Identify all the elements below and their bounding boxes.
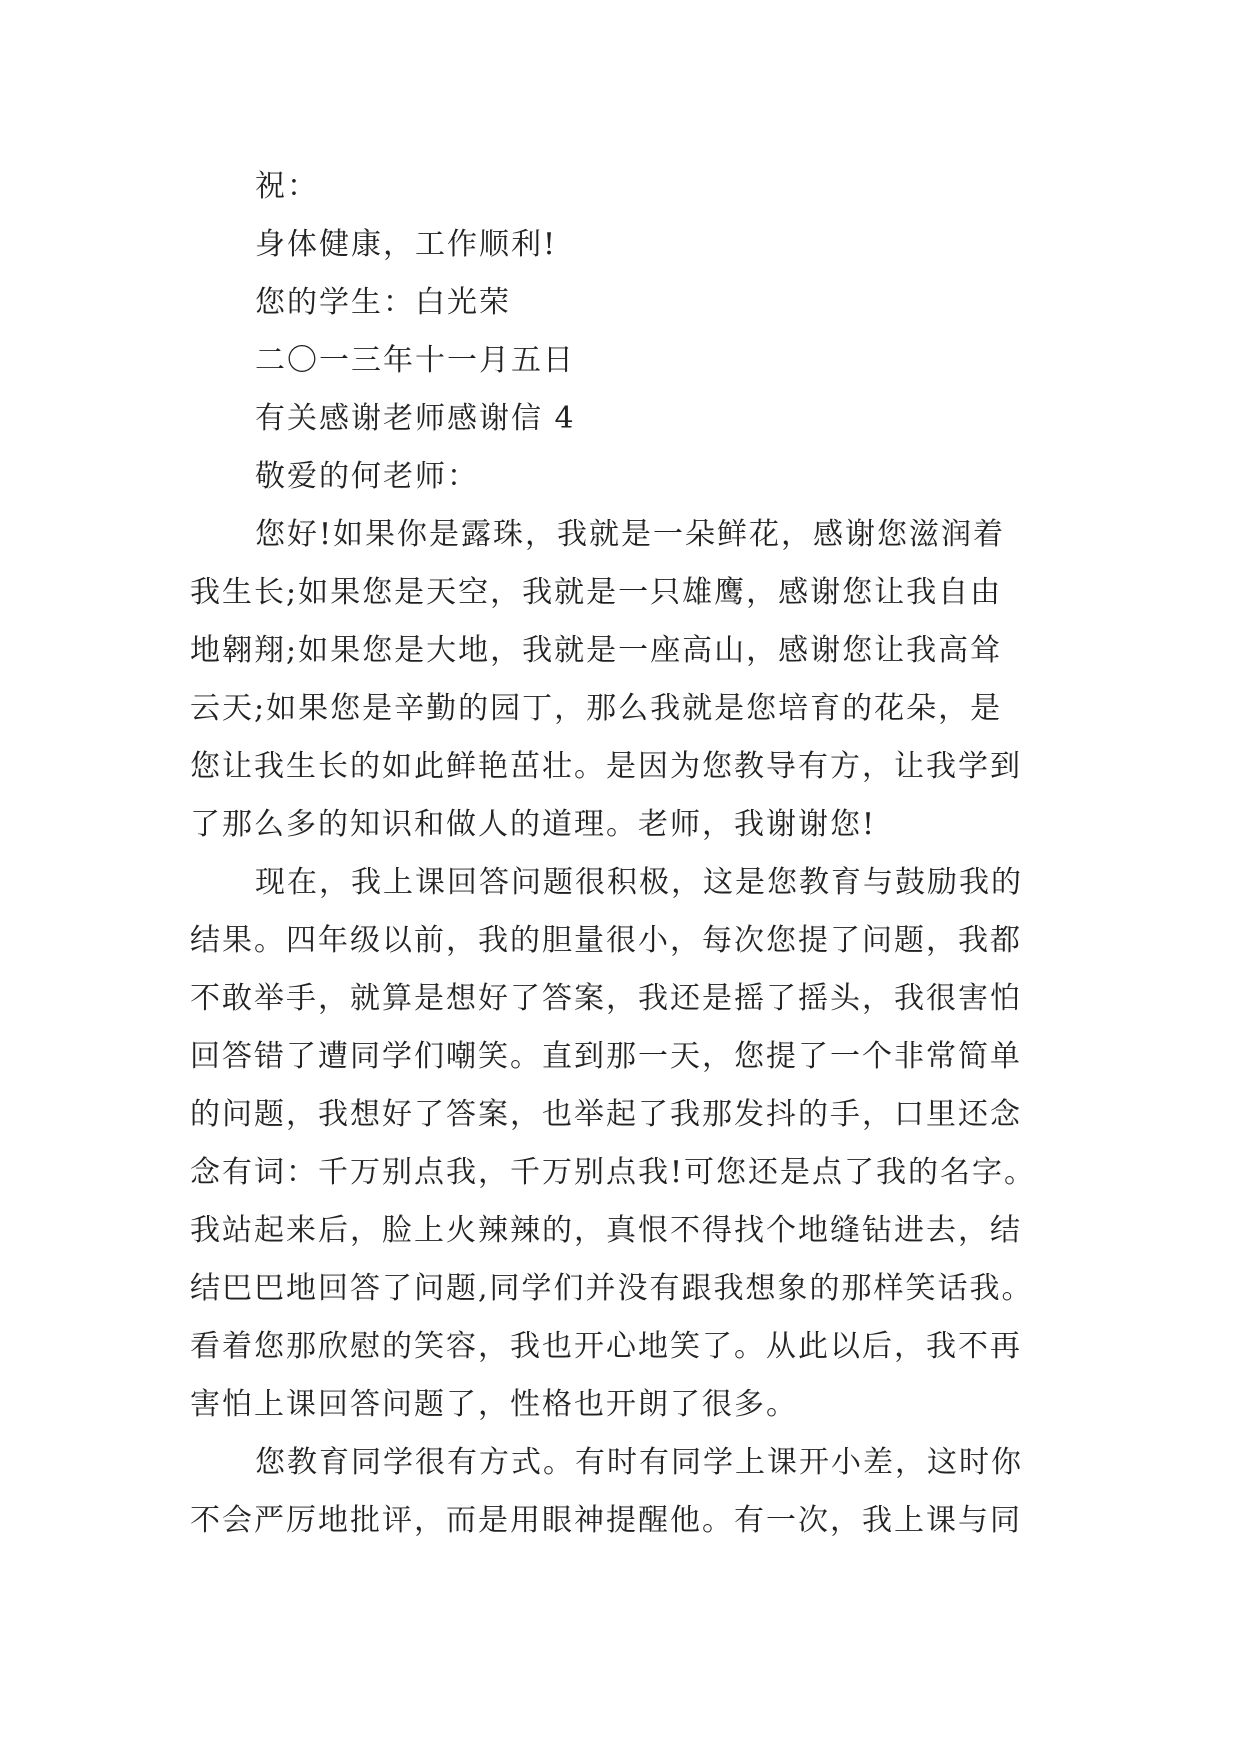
paragraph-line: 我生长;如果您是天空，我就是一只雄鹰，感谢您让我自由 <box>190 575 1003 610</box>
paragraph-line: 念有词：千万别点我，千万别点我!可您还是点了我的名字。 <box>190 1155 1037 1190</box>
paragraph-line: 看着您那欣慰的笑容，我也开心地笑了。从此以后，我不再 <box>190 1329 1022 1364</box>
date: 二〇一三年十一月五日 <box>255 343 575 378</box>
paragraph-line: 害怕上课回答问题了，性格也开朗了很多。 <box>190 1387 798 1422</box>
paragraph-line: 您教育同学很有方式。有时有同学上课开小差，这时你 <box>255 1445 1023 1480</box>
paragraph-line: 不会严厉地批评，而是用眼神提醒他。有一次，我上课与同 <box>190 1503 1022 1538</box>
letter-body <box>190 158 1070 1550</box>
paragraph-line: 了那么多的知识和做人的道理。老师，我谢谢您! <box>190 807 877 842</box>
paragraph-line: 结果。四年级以前，我的胆量很小，每次您提了问题，我都 <box>190 923 1022 958</box>
paragraph-line: 现在，我上课回答问题很积极，这是您教育与鼓励我的 <box>255 865 1023 900</box>
paragraph-line: 结巴巴地回答了问题,同学们并没有跟我想象的那样笑话我。 <box>190 1271 1034 1306</box>
paragraph-line: 您好!如果你是露珠，我就是一朵鲜花，感谢您滋润着 <box>255 517 1006 552</box>
closing-blessing: 身体健康，工作顺利! <box>255 227 558 262</box>
paragraph-3 <box>190 1434 1070 1550</box>
paragraph-line: 我站起来后，脸上火辣辣的，真恨不得找个地缝钻进去，结 <box>190 1213 1022 1248</box>
paragraph-line: 的问题，我想好了答案，也举起了我那发抖的手，口里还念 <box>190 1097 1022 1132</box>
signature: 您的学生：白光荣 <box>255 285 511 320</box>
closing-wish: 祝： <box>255 169 319 204</box>
paragraph-line: 您让我生长的如此鲜艳茁壮。是因为您教导有方，让我学到 <box>190 749 1022 784</box>
paragraph-line: 不敢举手，就算是想好了答案，我还是摇了摇头，我很害怕 <box>190 981 1022 1016</box>
paragraph-line: 云天;如果您是辛勤的园丁，那么我就是您培育的花朵，是 <box>190 691 1003 726</box>
section-title: 有关感谢老师感谢信 4 <box>255 401 576 436</box>
paragraph-1 <box>190 506 1070 854</box>
paragraph-line: 回答错了遭同学们嘲笑。直到那一天，您提了一个非常简单 <box>190 1039 1022 1074</box>
paragraph-2 <box>190 854 1070 1434</box>
paragraph-line: 地翱翔;如果您是大地，我就是一座高山，感谢您让我高耸 <box>190 633 1003 668</box>
salutation: 敬爱的何老师： <box>255 459 479 494</box>
closing-block <box>190 158 1070 390</box>
